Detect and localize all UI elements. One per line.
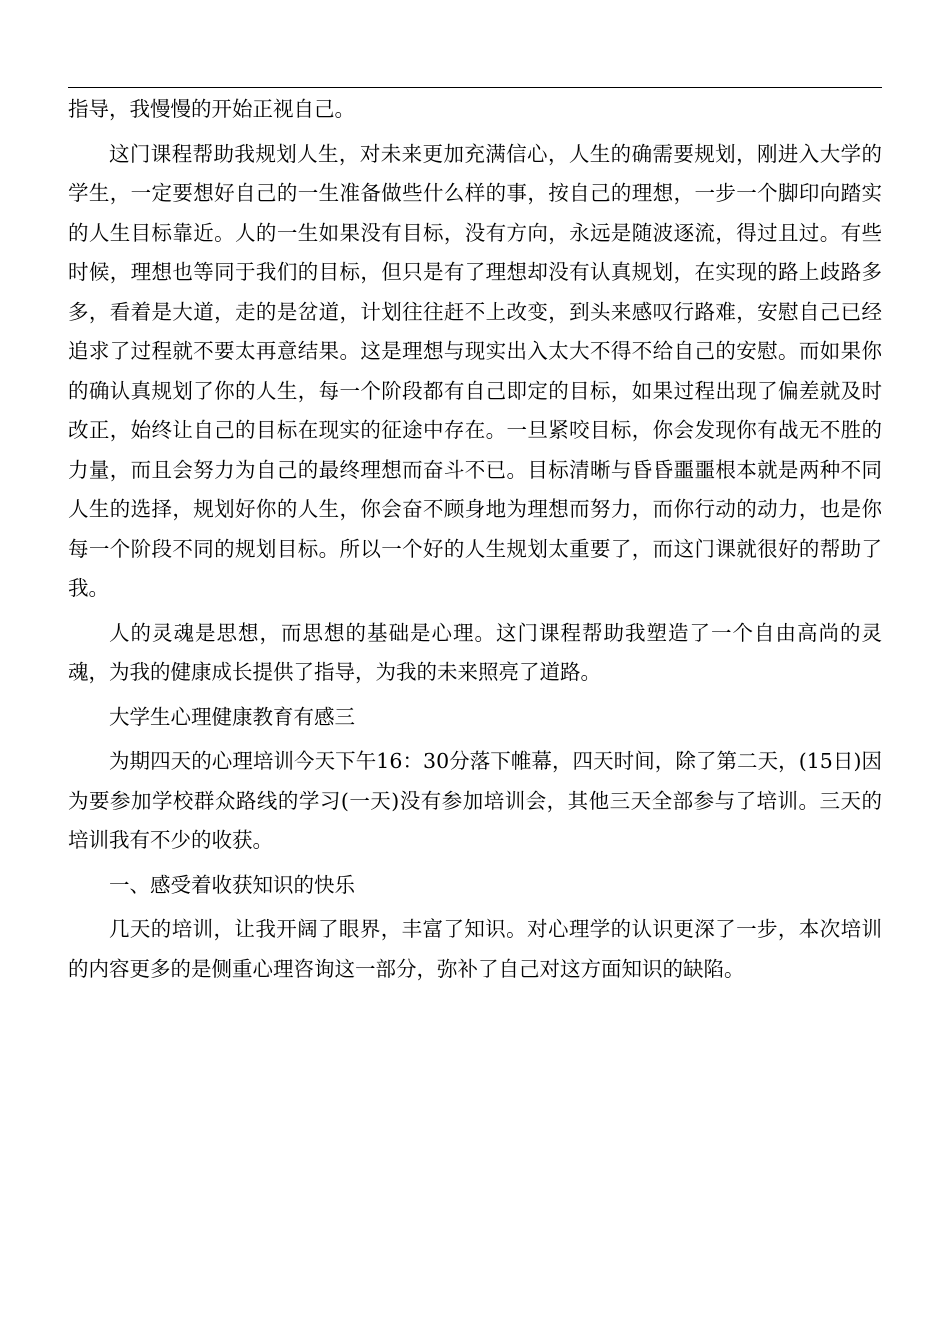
subheading-joy-of-knowledge: 一、感受着收获知识的快乐 (109, 872, 355, 897)
paragraph-soul-thought: 人的灵魂是思想，而思想的基础是心理。这门课程帮助我塑造了一个自由高尚的灵魂，为我的健康成长提供了指导，为我的未来照亮了道路。 (68, 620, 882, 684)
document-body (68, 90, 882, 989)
paragraph-life-planning: 这门课程帮助我规划人生，对未来更加充满信心，人生的确需要规划，刚进入大学的学生，一定要想好自己的一生准备做些什么样的事，按自己的理想，一步一个脚印向踏实的人生目标靠近。人的一生如果没有目标，没有方向，永远是随波逐流，得过且过。有些时候，理想也等同于我们的目标，但只是有了理想却没有认真规划，在实现的路上歧路多多，看着是大道，走的是岔道，计划往往赶不上改变，到头来感叹行路难，安慰自己已经追求了过程就不要太再意结果。这是理想与现实出入太大不得不给自己的安慰。而如果你的确认真规划了你的人生，每一个阶段都有自己即定的目标，如果过程出现了偏差就及时改正，始终让自己的目标在现实的征途中存在。一旦紧咬目标，你会发现你有战无不胜的力量，而且会努力为自己的最终理想而奋斗不已。目标清晰与昏昏噩噩根本就是两种不同人生的选择，规划好你的人生，你会奋不顾身地为理想而努力，而你行动的动力，也是你每一个阶段不同的规划目标。所以一个好的人生规划太重要了，而这门课就很好的帮助了我。 (68, 141, 882, 600)
paragraph-continuation: 指导，我慢慢的开始正视自己。 (68, 97, 355, 121)
section-heading-reflection-three: 大学生心理健康教育有感三 (109, 704, 355, 729)
paragraph-training-gains: 几天的培训，让我开阔了眼界，丰富了知识。对心理学的认识更深了一步，本次培训的内容更多的是侧重心理咨询这一部分，弥补了自己对这方面知识的缺陷。 (68, 917, 882, 981)
paragraph-training-summary: 为期四天的心理培训今天下午16：30分落下帷幕，四天时间，除了第二天，(15日)因为要参加学校群众路线的学习(一天)没有参加培训会，其他三天全部参与了培训。三天的培训我有不少的收获。 (68, 749, 882, 852)
header-rule (68, 87, 882, 88)
